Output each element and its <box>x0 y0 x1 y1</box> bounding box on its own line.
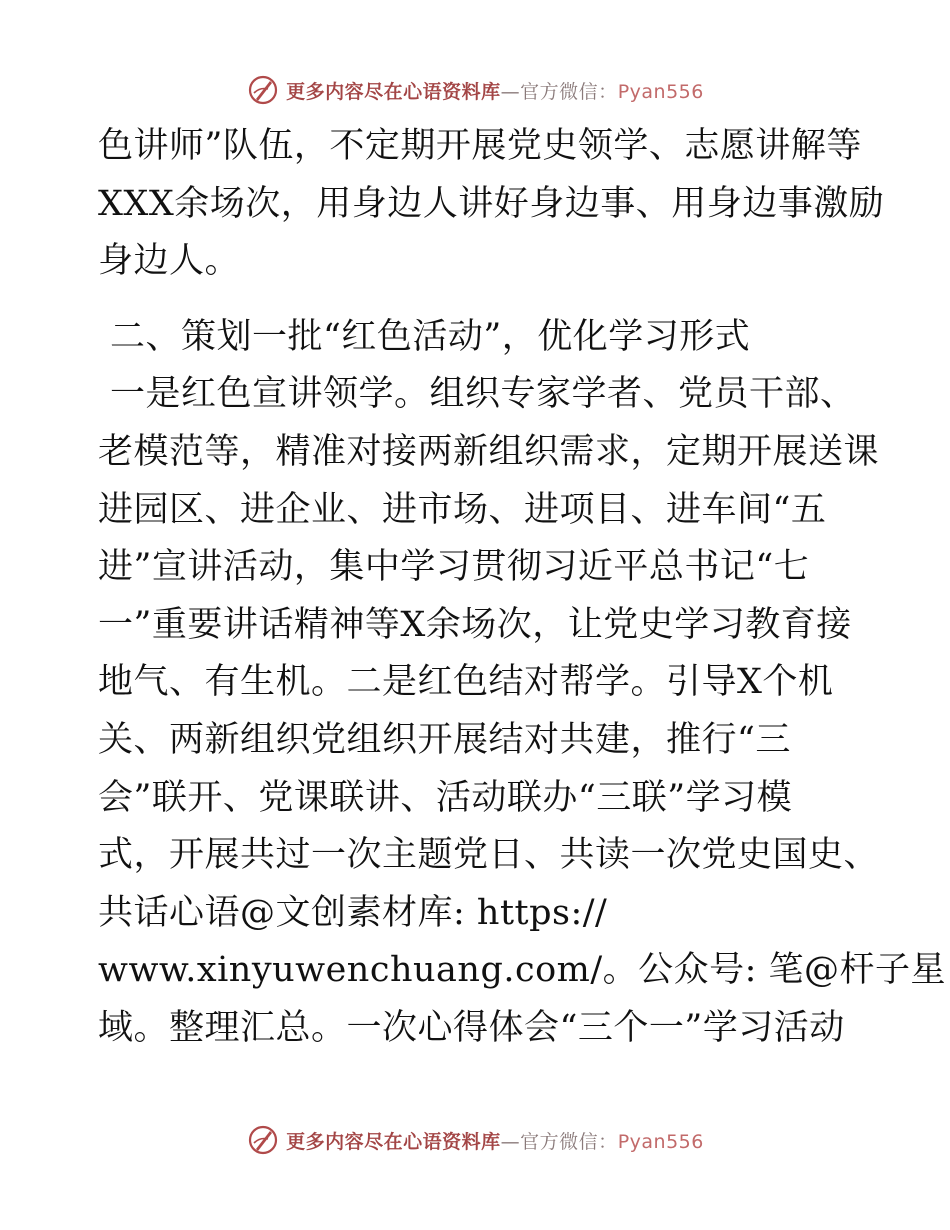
header-banner-wechat-label: 官方微信： <box>520 80 618 103</box>
body-line: 式，开展共过一次主题党日、共读一次党史国史、 <box>98 835 880 876</box>
footer-banner-text <box>286 1127 704 1154</box>
body-line: 域。整理汇总。一次心得体会“三个一”学习活动 <box>98 1007 845 1048</box>
quill-pen-logo-icon <box>246 1123 280 1157</box>
body-line: 身边人。 <box>98 241 241 282</box>
body-line: XXX余场次，用身边人讲好身边事、用身边事激励 <box>98 183 885 224</box>
body-line: 进园区、进企业、进市场、进项目、进车间“五 <box>98 489 827 530</box>
footer-banner-dash: — <box>500 1130 521 1153</box>
body-line: 一”重要讲话精神等X余场次，让党史学习教育接 <box>98 604 852 645</box>
body-line: 老模范等，精准对接两新组织需求，定期开展送课 <box>98 431 880 472</box>
header-banner-text <box>286 77 704 104</box>
document-body <box>98 118 947 1058</box>
footer-banner-wechat-id: Pyan556 <box>617 1130 704 1153</box>
footer-banner <box>0 1120 950 1160</box>
body-line: 色讲师”队伍，不定期开展党史领学、志愿讲解等 <box>98 126 862 166</box>
footer-banner-wechat-label: 官方微信： <box>520 1130 618 1153</box>
body-line: 共话心语@文创素材库: https:// <box>98 892 608 933</box>
header-banner-wechat-id: Pyan556 <box>617 80 704 103</box>
section-heading: 二、策划一批“红色活动”，优化学习形式 <box>110 316 751 357</box>
header-banner-main: 更多内容尽在心语资料库 <box>286 80 501 103</box>
footer-banner-main: 更多内容尽在心语资料库 <box>286 1130 501 1153</box>
body-line: 地气、有生机。二是红色结对帮学。引导X个机 <box>98 662 834 703</box>
body-line: 关、两新组织党组织开展结对共建，推行“三 <box>98 719 791 760</box>
body-line: 会”联开、党课联讲、活动联办“三联”学习模 <box>98 777 793 818</box>
body-line: 进”宣讲活动，集中学习贯彻习近平总书记“七 <box>98 547 810 588</box>
header-banner-dash: — <box>500 80 521 103</box>
header-banner <box>0 70 950 110</box>
quill-pen-logo-icon <box>246 73 280 107</box>
body-line: www.xinyuwenchuang.com/。公众号: 笔@杆子星 <box>98 950 947 991</box>
body-line: 一是红色宣讲领学。组织专家学者、党员干部、 <box>110 374 856 415</box>
